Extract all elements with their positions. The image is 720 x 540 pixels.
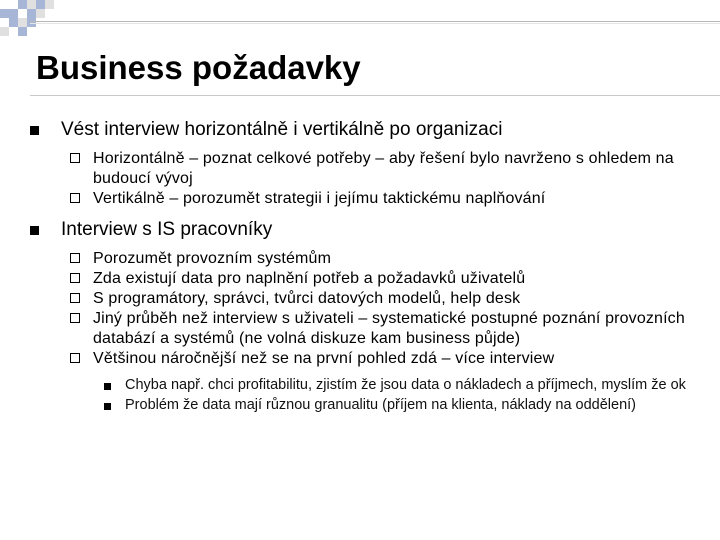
- slide-title: Business požadavky: [36, 49, 361, 86]
- sub-bullet-item: [0, 149, 700, 189]
- sub-bullet-item: [0, 289, 700, 309]
- hollow-square-bullet-icon: [70, 253, 80, 263]
- small-square-bullet-icon: [104, 403, 111, 410]
- sub-bullet-text: Horizontálně – poznat celkové potřeby – aby řešení bylo navrženo s ohledem na budoucí vývoj: [93, 150, 674, 187]
- hollow-square-bullet-icon: [70, 273, 80, 283]
- square-bullet-icon: [30, 226, 39, 235]
- sub-bullet-item: [0, 249, 700, 269]
- sub-bullet-text: Zda existují data pro naplnění potřeb a požadavků uživatelů: [93, 270, 526, 287]
- sub-sub-bullet-item: [0, 397, 700, 414]
- hollow-square-bullet-icon: [70, 193, 80, 203]
- small-square-bullet-icon: [104, 383, 111, 390]
- header-rule: [30, 21, 720, 22]
- sub-bullet-text: Porozumět provozním systémům: [93, 250, 332, 267]
- hollow-square-bullet-icon: [70, 153, 80, 163]
- bullet-item: [0, 217, 700, 243]
- sub-bullet-text: Vertikálně – porozumět strategii i jejímu taktickému naplňování: [93, 190, 546, 207]
- sub-bullet-text: Většinou náročnější než se na první pohled zdá – více interview: [93, 350, 555, 367]
- bullet-text: Interview s IS pracovníky: [61, 219, 273, 240]
- sub-sub-bullet-text: Problém že data mají různou granualitu (příjem na klienta, náklady na oddělení): [125, 397, 637, 413]
- sub-bullet-text: Jiný průběh než interview s uživateli – systematické postupné poznání provozních databází a systémů (ne volná diskuze kam business půjde): [93, 310, 685, 347]
- sub-bullet-item: [0, 309, 700, 349]
- sub-sub-bullet-item: [0, 377, 700, 394]
- sub-bullet-item: [0, 349, 700, 369]
- bullet-item: [0, 117, 700, 143]
- bullet-text: Vést interview horizontálně i vertikálně po organizaci: [61, 119, 503, 140]
- sub-bullet-text: S programátory, správci, tvůrci datových modelů, help desk: [93, 290, 521, 307]
- hollow-square-bullet-icon: [70, 353, 80, 363]
- sub-bullet-item: [0, 269, 700, 289]
- sub-sub-bullet-text: Chyba např. chci profitabilitu, zjistím že jsou data o nákladech a příjmech, myslím že ok: [125, 377, 686, 393]
- hollow-square-bullet-icon: [70, 293, 80, 303]
- sub-bullet-item: [0, 189, 700, 209]
- slide-body: [0, 117, 700, 414]
- title-divider: [30, 95, 720, 96]
- square-bullet-icon: [30, 126, 39, 135]
- hollow-square-bullet-icon: [70, 313, 80, 323]
